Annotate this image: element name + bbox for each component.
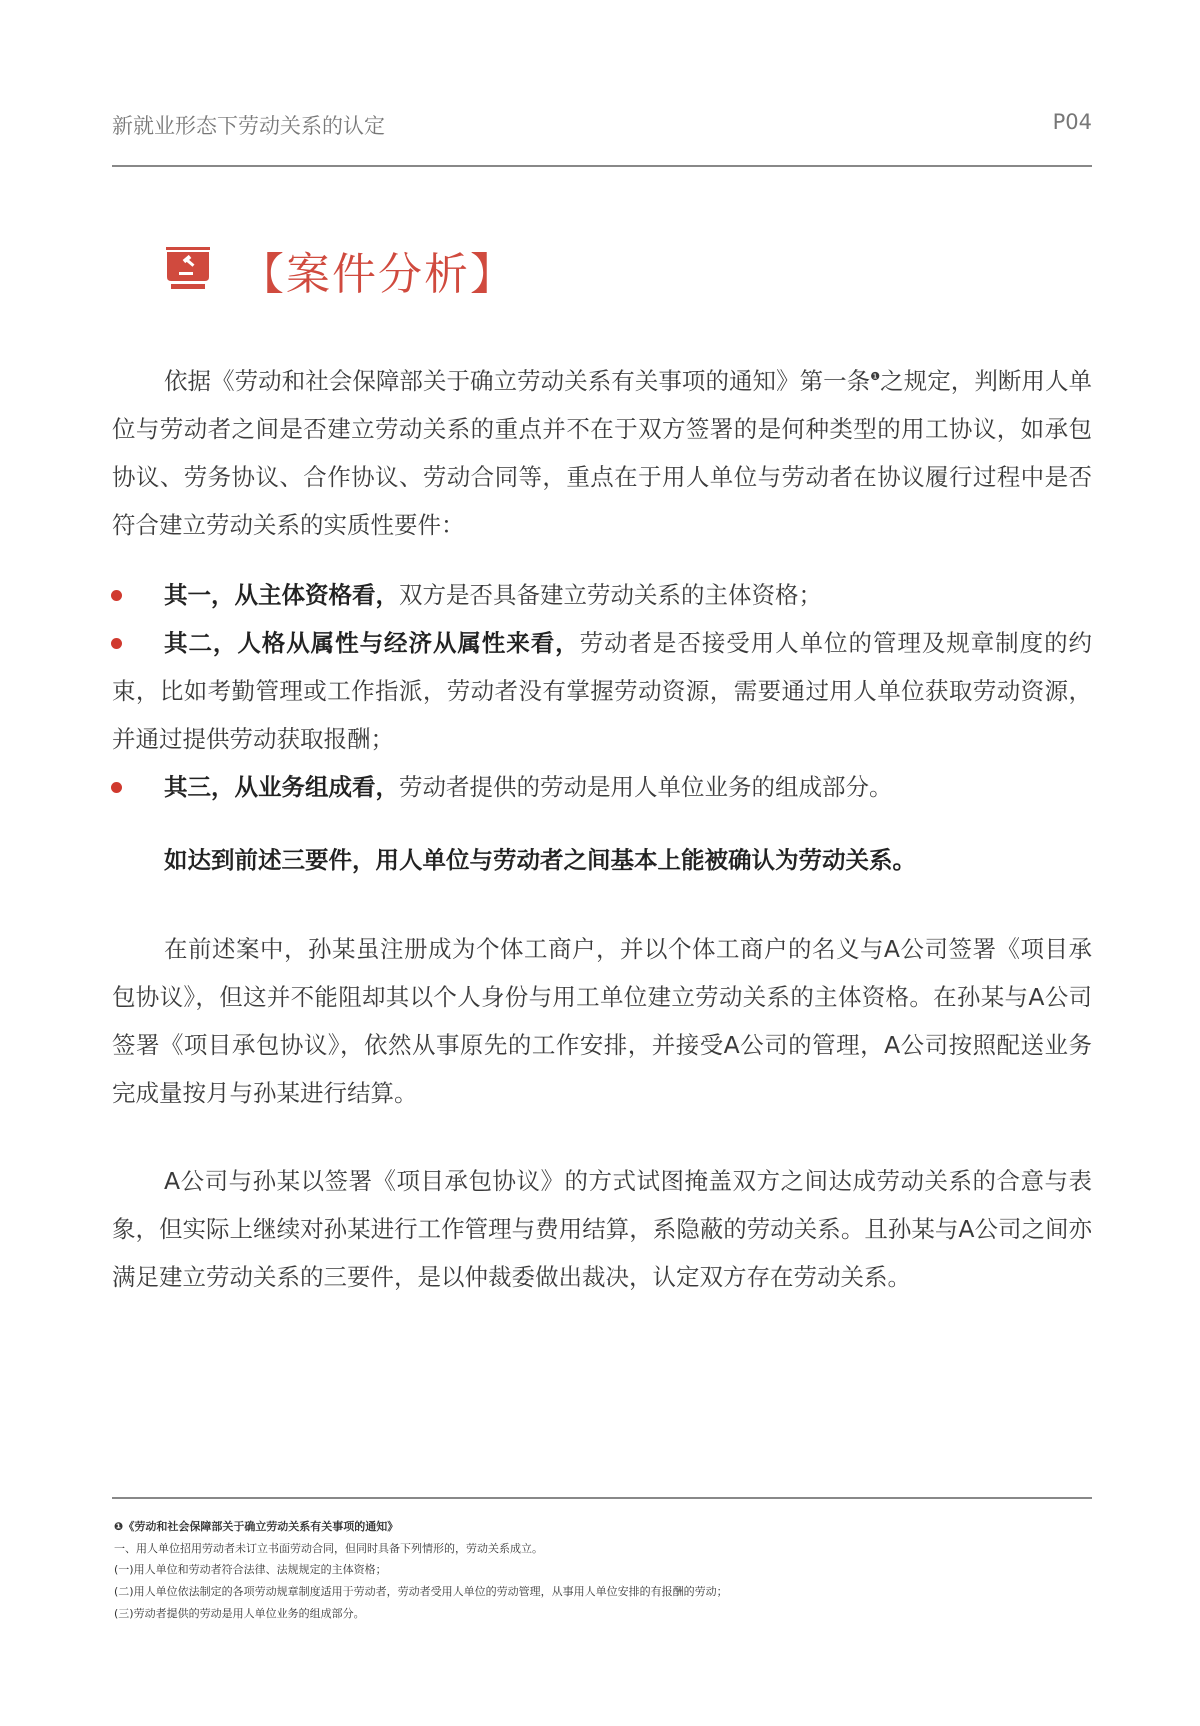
bullet-heading: 其二，人格从属性与经济从属性来看， xyxy=(164,629,580,657)
paragraph-text: 在前述案中，孙某虽注册成为个体工商户，并以个体工商户的名义与A公司签署《项目承包协议》，但这并不能阻却其以个人身份与用工单位建立劳动关系的主体资格。在孙某与A公司签署《项目承包协议》，依然从事原先的工作安排，并接受A公司的管理，A公司按照配送业务完成量按月与孙某进行结算。 xyxy=(112,935,1092,1107)
gavel-icon xyxy=(166,247,210,293)
list-item xyxy=(112,619,1092,763)
footnote-line: (一)用人单位和劳动者符合法律、法规规定的主体资格； xyxy=(114,1563,387,1577)
footnote-line: 一、用人单位招用劳动者未订立书面劳动合同，但同时具备下列情形的，劳动关系成立。 xyxy=(114,1541,543,1555)
bullet-icon xyxy=(111,638,122,649)
bullet-text: 双方是否具备建立劳动关系的主体资格； xyxy=(399,581,822,609)
footnote-title: ❶《劳动和社会保障部关于确立劳动关系有关事项的通知》 xyxy=(114,1520,399,1533)
section-title: 【案件分析】 xyxy=(240,249,516,300)
bullet-text: 劳动者是否接受用人单位的管理及规章制度的约束，比如考勤管理或工作指派，劳动者没有掌握劳动资源，需要通过用人单位获取劳动资源，并通过提供劳动获取报酬； xyxy=(112,629,1093,753)
bullet-icon xyxy=(111,782,122,793)
intro-text: 依据《劳动和社会保障部关于确立劳动关系有关事项的通知》第一条 xyxy=(164,366,871,395)
intro-text-cont: 之规定，判断用人单位与劳动者之间是否建立劳动关系的重点并不在于双方签署的是何种类型的用工协议，如承包协议、劳务协议、合作协议、劳动合同等，重点在于用人单位与劳动者在协议履行过程中是否符合建立劳动关系的实质性要件： xyxy=(112,366,1092,539)
bullet-heading: 其一，从主体资格看， xyxy=(164,581,399,609)
bullet-icon xyxy=(111,590,122,601)
list-item xyxy=(112,763,1092,811)
footnote-line: (三)劳动者提供的劳动是用人单位业务的组成部分。 xyxy=(114,1606,365,1620)
footnote-divider xyxy=(112,1497,1092,1499)
section-heading xyxy=(166,238,516,302)
header-divider xyxy=(112,165,1092,167)
footnote xyxy=(114,1516,728,1625)
document-title: 新就业形态下劳动关系的认定 xyxy=(112,114,385,138)
bullet-text: 劳动者提供的劳动是用人单位业务的组成部分。 xyxy=(399,773,893,801)
conclusion xyxy=(112,836,1092,884)
analysis-paragraph-1 xyxy=(112,925,1092,1117)
conclusion-text: 如达到前述三要件，用人单位与劳动者之间基本上能被确认为劳动关系。 xyxy=(164,846,916,874)
list-item xyxy=(112,571,1092,619)
page-number: P04 xyxy=(1052,110,1092,134)
footnote-line: (二)用人单位依法制定的各项劳动规章制度适用于劳动者，劳动者受用人单位的劳动管理，从事用人单位安排的有报酬的劳动； xyxy=(114,1585,728,1599)
bullet-heading: 其三，从业务组成看， xyxy=(164,773,399,801)
footnote-marker: ❶ xyxy=(870,370,881,383)
paragraph-text: A公司与孙某以签署《项目承包协议》的方式试图掩盖双方之间达成劳动关系的合意与表象，但实际上继续对孙某进行工作管理与费用结算，系隐蔽的劳动关系。且孙某与A公司之间亦满足建立劳动关系的三要件，是以仲裁委做出裁决，认定双方存在劳动关系。 xyxy=(112,1167,1092,1291)
intro-paragraph xyxy=(112,353,1092,549)
analysis-paragraph-2 xyxy=(112,1157,1092,1301)
criteria-list xyxy=(112,571,1092,811)
